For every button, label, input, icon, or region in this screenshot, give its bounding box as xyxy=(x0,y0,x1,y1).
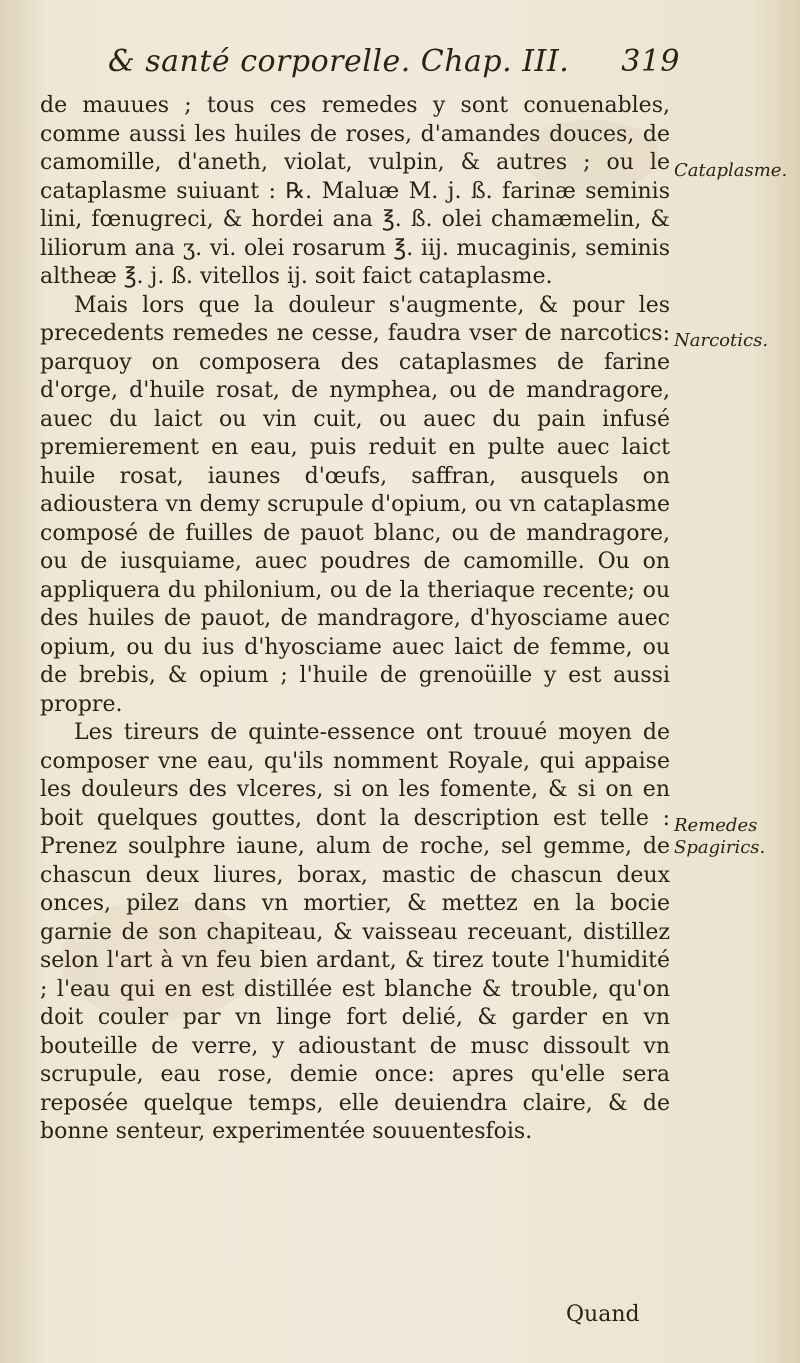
catchword: Quand xyxy=(566,1302,640,1327)
paragraph: Mais lors que la douleur s'augmente, & pour les precedents remedes ne cesse, faudra vser de narcotics: parquoy on composera des cataplasmes de farine d'orge, d'huile rosat, de nymphea, ou de mandragore, auec du laict ou vin cuit, ou auec du pain infusé premierement en eau, puis reduit en pulte auec laict huile rosat, iaunes d'œufs, saffran, ausquels on adioustera vn demy scrupule d'opium, ou vn cataplasme composé de fuilles de pauot blanc, ou de mandragore, ou de iusquiame, auec poudres de camomille. Ou on appliquera du philonium, ou de la theriaque recente; ou des huiles de pauot, de mandragore, d'hyosciame auec opium, ou du ius d'hyosciame auec laict de femme, ou de brebis, & opium ; l'huile de grenoüille y est aussi propre. xyxy=(40,292,670,717)
running-title: & santé corporelle. Chap. III. xyxy=(108,44,570,79)
paragraph: Les tireurs de quinte-essence ont trouué moyen de composer vne eau, qu'ils nomment Royale, qui appaise les douleurs des vlceres, si on les fomente, & si on en boit quelques gouttes, dont la description est telle : Prenez soulphre iaune, alum de roche, sel gemme, de chascun deux liures, borax, mastic de chascun deux onces, pilez dans vn mortier, & mettez en la bocie garnie de son chapiteau, & vaisseau receuant, distillez selon l'art à vn feu bien ardant, & tirez toute l'humidité ; l'eau qui en est distillée est blanche & trouble, qu'on doit couler par vn linge fort delié, & garder en vn bouteille de verre, y adioustant de musc dissoult vn scrupule, eau rose, demie once: apres qu'elle sera reposée quelque temps, elle deuiendra claire, & de bonne senteur, experimentée souuentesfois. xyxy=(40,720,670,1144)
margin-note-narcotics: Narcotics. xyxy=(674,330,769,351)
main-text xyxy=(40,92,670,1147)
paragraph: de mauues ; tous ces remedes y sont conuenables, comme aussi les huiles de roses, d'amandes douces, de camomille, d'aneth, violat, vulpin, & autres ; ou le cataplasme suiuant : ℞. Maluæ M. j. ß. farinæ seminis lini, fœnugreci, & hordei ana ℥. ß. olei chamæmelin, & liliorum ana ʒ. vi. olei rosarum ℥. iij. mucaginis, seminis altheæ ℥. j. ß. vitellos ij. soit faict cataplasme. xyxy=(40,93,670,289)
page-number: 319 xyxy=(621,44,680,79)
margin-note-remedes: Remedes Spagirics. xyxy=(674,815,766,858)
margin-note-cataplasme: Cataplasme. xyxy=(674,160,788,181)
running-header xyxy=(108,44,688,88)
